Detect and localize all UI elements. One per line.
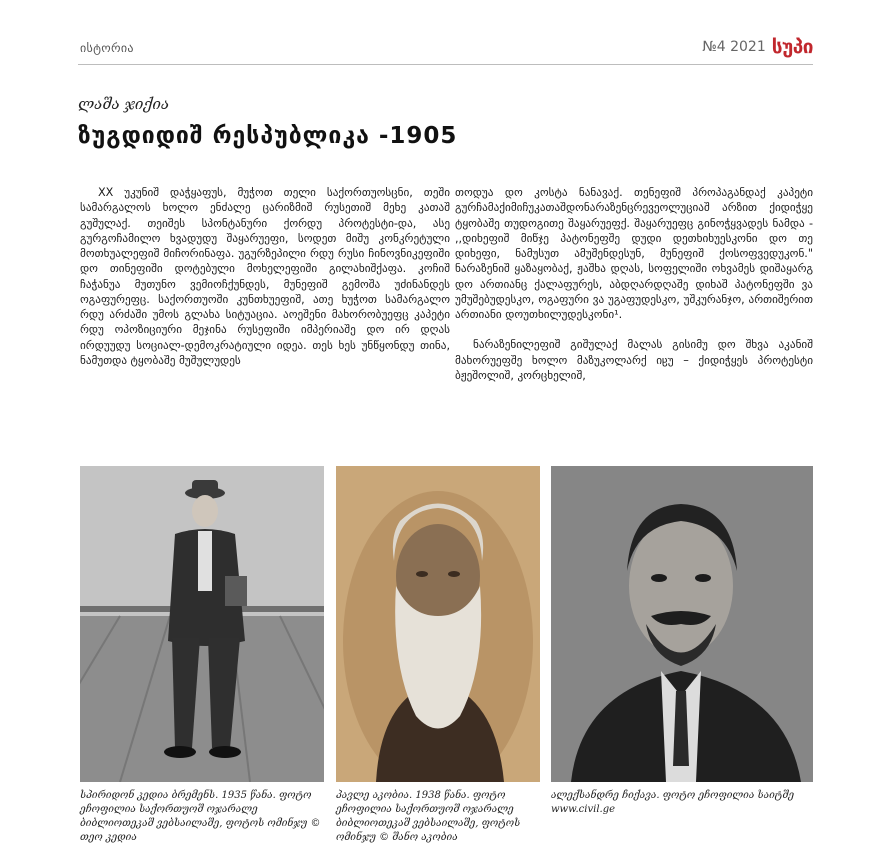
section-label: ისტორია bbox=[80, 41, 134, 55]
text-column-right bbox=[455, 185, 813, 383]
issue-block bbox=[702, 36, 813, 58]
text-column-left bbox=[80, 185, 450, 368]
article-author: ლაშა ჯიქია bbox=[78, 95, 170, 113]
photo-spiridon-kedia bbox=[80, 466, 324, 782]
paragraph: თოდუა დო კოსტა ნანავაქ. თენეფიშ პროპაგანდაქ კაპეტი გურჩამაქიმიჩუკათაშდონარაზენცრევეოლუციაშ არზით ქიდიჭყე ტყობაშე თუდოგითე შაყარუეფქ. შაყარუეფც გინოჭყვადეს ნამდა - ,,დიხეფიშ მიწჯე პატონეფშე დუდი დეთხიხუესკონი დო თე დიხეფი, ნამუსუთ ამუშენდესუნ, მუნეფიშ ქოსოფვედუკონ." ნარაზენიშ ყაზაყობაქ, ჟაშხა დღას, სოფელიში ოხვამეს დიშაყარგ დო ართიანც ქალაფურეს, აბდღარდღაშე დიხაშ პატონეფში ვა უმუშებუდესკო, ოგაფური ვა უგაფუდესკო, უშკურანჯო, ართიშერით ართიანი დოუთხილუდესკონი¹. bbox=[455, 186, 813, 321]
header-divider bbox=[78, 64, 813, 65]
issue-number: №4 2021 bbox=[702, 39, 766, 55]
article-title: ზუგდიდიშ რესპუბლიკა -1905 bbox=[78, 123, 458, 149]
photo-aleksandre-chikava bbox=[551, 466, 813, 782]
magazine-logo: სუპი bbox=[771, 36, 813, 58]
photo-caption: პავლე აკობია. 1938 წანა. ფოტო ეჩოფილია საქორთუოშ ოჯარალე ბიბლიოთეკაშ ვებსაილაშე, ფოტოს ომინჯუ © შანო აკობია bbox=[336, 790, 521, 843]
paragraph: ნარაზენილეფიშ გიშულაქ მალას გისიმუ დო შხვა აკანიშ მახორუეფშე ხოლო მაზუკოლარქ იჸუ – ქიდიჭყეს პროტესტი ბჟეშოლიშ, კორცხელიშ, bbox=[455, 338, 813, 382]
paragraph: XX უკუნიშ დაჭყაფუს, მუჭოთ თელი საქორთუოსცნი, თეში სამარგალოს ხოლო ენძალე ცარიზმიშ რუსეთიშ მეხე კათაშ გუშულაქ. თეიშეს სპონტანური ქორდუ პროტესტი-და, ასე გურგოჩამილო ხვადუდუ შაყარუეფი, სოდეთ მიშუ კონკრეტული მოთხუალეფიშ მიჩორინაფა. უგურზეპილი რდუ რუსი ჩინოვნიკეფიში დო თინეფიში დოტებული მოხელეფიში გილახიშქაფა. კოჩიშ ჩაჭანუა მუთუნო ვემიოჩქუნდეს, მუნეფიშ გემოშა უძინანდეს ოგაფურეფც. საქორთუოში კუნთხუეფიშ, ათე ხუჭოთ სამარგალო რდუ არძაში უმოს გლახა სიტუაცია. აოეშენი მახორობუეფც კაპეტი რდუ ოპოზიციური მეჯინა რუსეფიში იმპერიაშე დო ირ დღას ირდუუდუ სოციალ-დემოკრატიული იდეა. თეს ხეს უნწყონდუ თინა, ნამუთდა ტყობაშე მუშულუდეს bbox=[80, 186, 450, 367]
photo-caption: სპირიდონ კედია ბრემენს. 1935 წანა. ფოტო ეჩოფილია საქორთუოშ ოჯარალე ბიბლიოთეკაშ ვებსაილაშე, ფოტოს ომინჯუ © თეო კედია bbox=[80, 790, 321, 843]
photo-pavle-akobia bbox=[336, 466, 540, 782]
photo-caption: ალექსანდრე ჩიქავა. ფოტო ეჩოფილია საიტშე www.civil.ge bbox=[551, 790, 795, 815]
